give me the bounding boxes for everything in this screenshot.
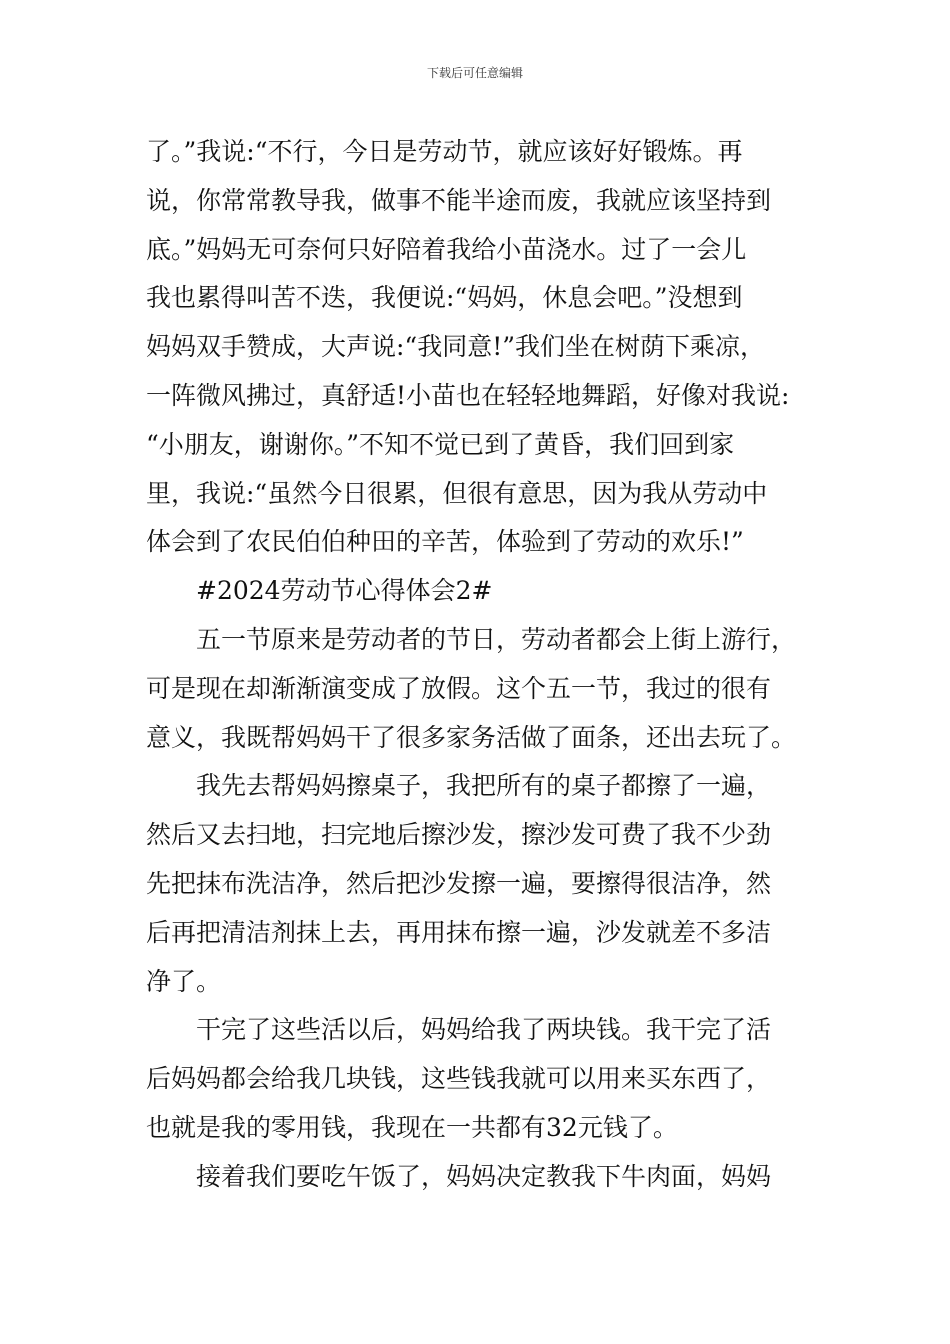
text-line: 一阵微风拂过，真舒适!小苗也在轻轻地舞蹈，好像对我说: xyxy=(146,380,790,410)
text-line: 可是现在却渐渐演变成了放假。这个五一节，我过的很有 xyxy=(146,673,772,703)
text-line: 体会到了农民伯伯种田的辛苦，体验到了劳动的欢乐!” xyxy=(146,527,744,557)
text-line: 先把抹布洗洁净，然后把沙发擦一遍，要擦得很洁净，然 xyxy=(146,868,772,898)
text-line: 了。”我说:“不行，今日是劳动节，就应该好好锻炼。再 xyxy=(146,137,743,166)
text-line: 说，你常常教导我，做事不能半途而废，我就应该坚持到 xyxy=(146,185,772,215)
text-line: 我先去帮妈妈擦桌子，我把所有的桌子都擦了一遍， xyxy=(196,771,772,801)
text-line: 里，我说:“虽然今日很累，但很有意思，因为我从劳动中 xyxy=(146,478,768,508)
text-line: 然后又去扫地，扫完地后擦沙发，擦沙发可费了我不少劲 xyxy=(146,820,772,850)
text-line: 意义，我既帮妈妈干了很多家务活做了面条，还出去玩了。 xyxy=(146,722,797,752)
page-header: 下载后可任意编辑 xyxy=(426,66,523,80)
section-heading: #2024劳动节心得体会2# xyxy=(196,576,493,606)
text-line: 也就是我的零用钱，我现在一共都有32元钱了。 xyxy=(146,1112,678,1142)
text-line: 我也累得叫苦不迭，我便说:“妈妈，休息会吧。”没想到 xyxy=(146,283,743,313)
text-line: 后妈妈都会给我几块钱，这些钱我就可以用来买东西了， xyxy=(146,1064,772,1094)
text-line: 接着我们要吃午饭了，妈妈决定教我下牛肉面，妈妈 xyxy=(196,1161,772,1191)
text-line: “小朋友，谢谢你。”不知不觉已到了黄昏，我们回到家 xyxy=(146,429,735,459)
document-body xyxy=(146,128,806,1202)
text-line: 后再把清洁剂抹上去，再用抹布擦一遍，沙发就差不多洁 xyxy=(146,917,772,947)
text-line: 净了。 xyxy=(146,966,222,996)
text-line: 五一节原来是劳动者的节日，劳动者都会上街上游行， xyxy=(196,624,797,654)
text-line: 底。”妈妈无可奈何只好陪着我给小苗浇水。过了一会儿 xyxy=(146,234,747,264)
text-line: 干完了这些活以后，妈妈给我了两块钱。我干完了活 xyxy=(196,1015,772,1045)
text-line: 妈妈双手赞成，大声说:“我同意!”我们坐在树荫下乘凉， xyxy=(146,332,766,362)
